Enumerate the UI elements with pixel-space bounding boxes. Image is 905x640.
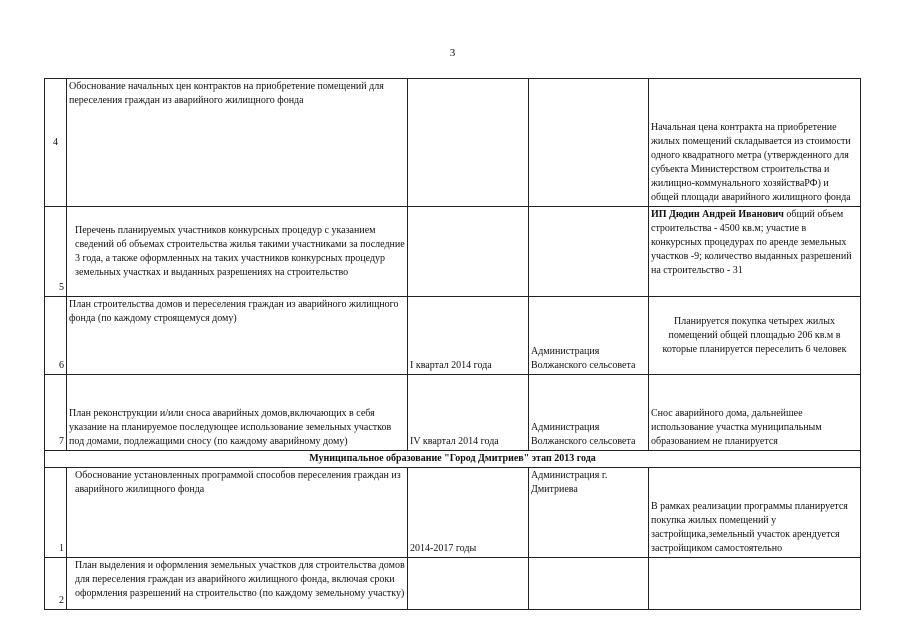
row-description: План выделения и оформления земельных участков для строительства домов для переселения граждан из аварийного жилищного фонда, включая сроки оформления разрешений на строительство (по каждому земельному участку) — [67, 558, 408, 610]
row-period — [408, 207, 529, 297]
table-row — [45, 558, 861, 610]
row-executor — [529, 207, 649, 297]
table-row — [45, 375, 861, 451]
table-row — [45, 468, 861, 558]
row-description: Обоснование начальных цен контрактов на приобретение помещений для переселения граждан из аварийного жилищного фонда — [67, 79, 408, 207]
row-description: План строительства домов и переселения граждан из аварийного жилищного фонда (по каждому строящемуся дому) — [67, 297, 408, 375]
row-period: 2014-2017 годы — [408, 468, 529, 558]
section-title: Муниципальное образование "Город Дмитриев" этап 2013 года — [45, 451, 861, 468]
row-number: 1 — [45, 468, 67, 558]
row-period — [408, 558, 529, 610]
row-number: 2 — [45, 558, 67, 610]
row-period: I квартал 2014 года — [408, 297, 529, 375]
row-note: Снос аварийного дома, дальнейшее использование участка муниципальным образованием не планируется — [649, 375, 861, 451]
section-header-row — [45, 451, 861, 468]
table-row — [45, 297, 861, 375]
row-note: Планируется покупка четырех жилых помещений общей площадью 206 кв.м в которые планируется переселить 6 человек — [649, 297, 861, 375]
row-executor — [529, 79, 649, 207]
row-note: В рамках реализации программы планируется покупка жилых помещений у застройщика,земельный участок арендуется застройщиком самостоятельно — [649, 468, 861, 558]
row-executor: Администрация Волжанского сельсовета — [529, 297, 649, 375]
row-period — [408, 79, 529, 207]
row-number: 7 — [45, 375, 67, 451]
note-bold-name: ИП Дюдин Андрей Иванович — [651, 209, 784, 220]
row-note — [649, 558, 861, 610]
row-number: 4 — [45, 79, 67, 207]
table-row — [45, 207, 861, 297]
row-description: Перечень планируемых участников конкурсных процедур с указанием сведений об объемах строительства жилья такими участниками за последние 3 года, а также оформленных на таких участников конкурсных процедур земельных участках и выданных разрешениях на строительство — [67, 207, 408, 297]
row-number: 6 — [45, 297, 67, 375]
row-number: 5 — [45, 207, 67, 297]
row-executor: Администрация Волжанского сельсовета — [529, 375, 649, 451]
row-note: Начальная цена контракта на приобретение жилых помещений складывается из стоимости одного квадратного метра (утвержденного для субъекта Министерством строительства и жилищно-коммунального хозяйстваРФ) и общей площади аварийного жилищного фонда — [649, 79, 861, 207]
program-table — [44, 78, 861, 610]
row-note — [649, 207, 861, 297]
row-executor: Администрация г. Дмитриева — [529, 468, 649, 558]
table-row — [45, 79, 861, 207]
row-description: Обоснование установленных программой способов переселения граждан из аварийного жилищного фонда — [67, 468, 408, 558]
row-executor — [529, 558, 649, 610]
row-period: IV квартал 2014 года — [408, 375, 529, 451]
note-text: общий объем строительства - 4500 кв.м; участие в конкурсных процедурах по аренде земельных участков -9; количество выданных разрешений на строительство - 31 — [651, 209, 852, 276]
row-description: План реконструкции и/или сноса аварийных домов,включающих в себя указание на планируемое последующее использование земельных участков под домами, подлежащими сносу (по каждому аварийному дому) — [67, 375, 408, 451]
page-number: 3 — [449, 47, 456, 59]
